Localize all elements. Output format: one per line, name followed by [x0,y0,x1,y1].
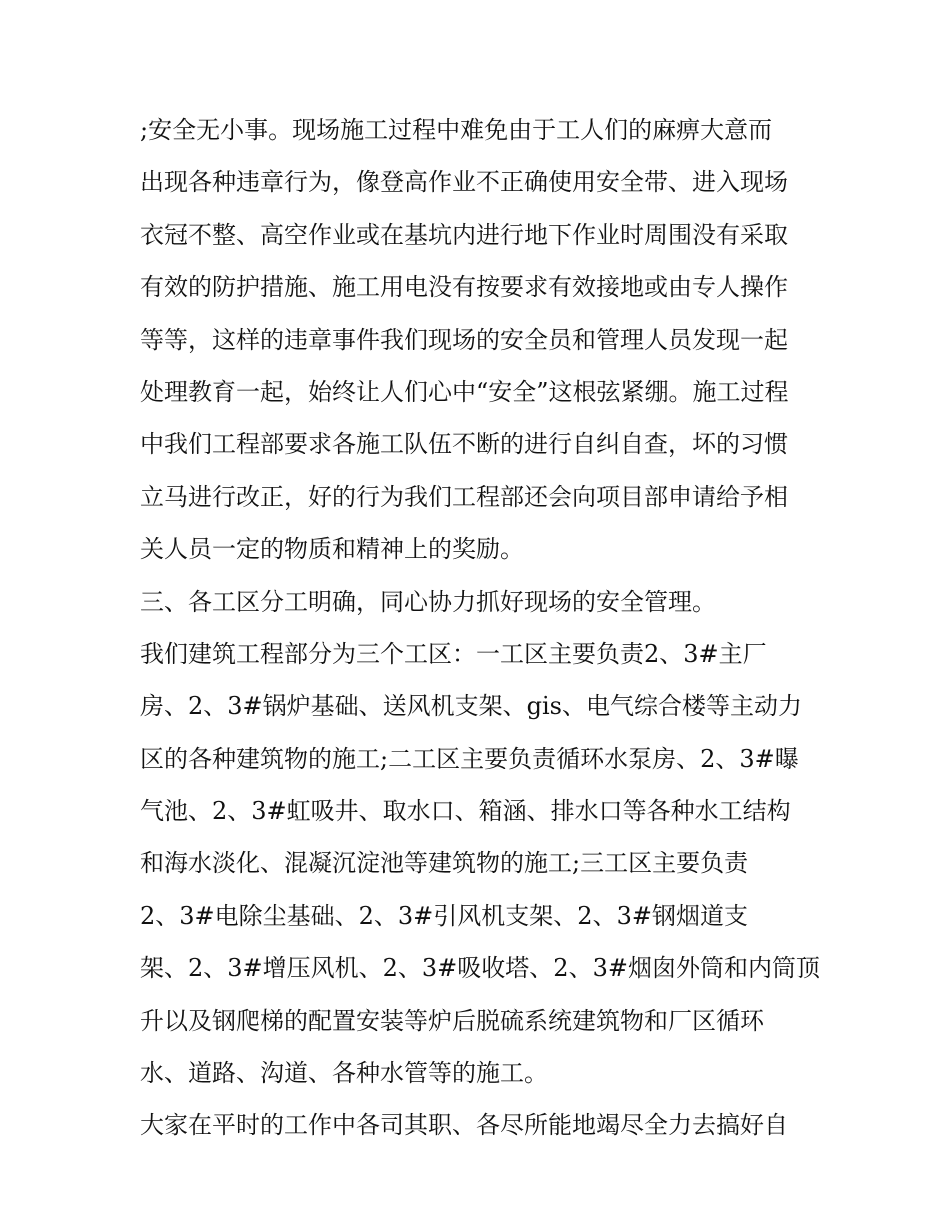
section-heading: 三、各工区分工明确，同心协力抓好现场的安全管理。 [140,587,716,616]
text-line: 升以及钢爬梯的配置安装等炉后脱硫系统建筑物和厂区循环 [140,1006,764,1035]
text-line: 中我们工程部要求各施工队伍不断的进行自纠自查，坏的习惯 [140,430,788,459]
text-line: 等等，这样的违章事件我们现场的安全员和管理人员发现一起 [140,325,788,354]
text-line: 架、2、3#增压风机、2、3#吸收塔、2、3#烟囱外筒和内筒顶 [140,954,820,983]
document-body [140,104,840,1152]
text-line: 关人员一定的物质和精神上的奖励。 [140,535,524,564]
text-line: 我们建筑工程部分为三个工区：一工区主要负责2、3#主厂 [140,639,767,668]
text-line: 有效的防护措施、施工用电没有按要求有效接地或由专人操作 [140,273,788,302]
text-line: 衣冠不整、高空作业或在基坑内进行地下作业时周围没有采取 [140,220,788,249]
text-line: 处理教育一起，始终让人们心中“安全”这根弦紧绷。施工过程 [140,377,789,406]
text-line: 出现各种违章行为，像登高作业不正确使用安全带、进入现场 [140,168,788,197]
text-line: 立马进行改正，好的行为我们工程部还会向项目部申请给予相 [140,482,788,511]
text-line: 2、3#电除尘基础、2、3#引风机支架、2、3#钢烟道支 [140,901,748,930]
text-line: 气池、2、3#虹吸井、取水口、箱涵、排水口等各种水工结构 [140,797,791,826]
text-line: 区的各种建筑物的施工;二工区主要负责循环水泵房、2、3#曝 [140,744,799,773]
text-line: 房、2、3#锅炉基础、送风机支架、gis、电气综合楼等主动力 [140,692,803,721]
text-line: 和海水淡化、混凝沉淀池等建筑物的施工;三工区主要负责 [140,849,749,878]
text-line: ;安全无小事。现场施工过程中难免由于工人们的麻痹大意而 [140,116,773,144]
text-line: 水、道路、沟道、各种水管等的施工。 [140,1059,548,1088]
text-line: 大家在平时的工作中各司其职、各尽所能地竭尽全力去搞好自 [140,1111,788,1140]
